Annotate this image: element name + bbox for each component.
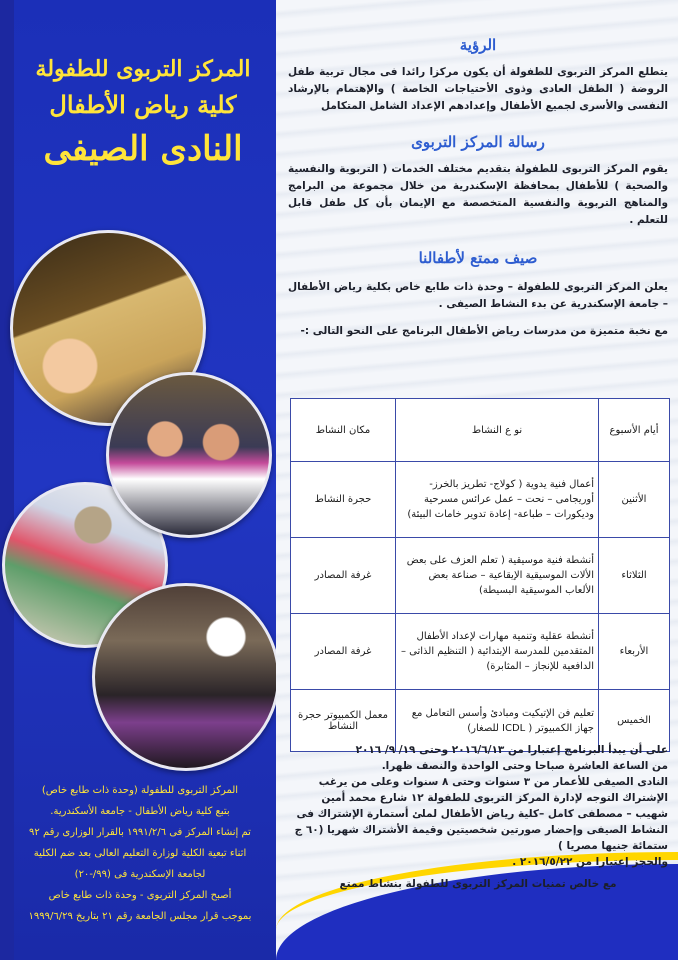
mission-heading: رسالة المركز التربوى [411,133,545,151]
table-header-row [291,399,670,462]
center-info [12,780,268,927]
activity-cell: أعمال فنية يدوية ( كولاج- تطريز بالخرز- أوريجامى – نحت – عمل عرائس مسرحية وديكورات – طباعة- إعادة تدوير خامات البيئة) [396,462,599,538]
details-line: من الساعة العاشرة صباحا وحتى الواحدة والنصف ظهرا. [381,760,668,772]
photo-music-room [92,583,276,771]
header-activity: نو ع النشاط [396,399,599,462]
title-block [18,52,268,174]
center-info-line: اثناء تبعية الكلية لوزارة التعليم العالى بعد ضم الكلية [33,848,247,859]
summer-text: يعلن المركز التربوى للطفولة – وحدة ذات طابع خاص بكلية رياض الأطفال – جامعة الإسكندرية عن بدء النشاط الصيفى . [288,281,668,310]
mission-text: يقوم المركز التربوى للطفولة بتقديم مختلف الخدمات ( التربوية والنفسية والصحية ) للأطفال بمحافظة الإسكندرية من خلال مجموعة من البرامج والمناهج التربوية والنفسية المتخصصة مع الإيمان بأن كل طفل قابل للتعلم . [288,163,668,226]
closing-wish: مع خالص تمنيات المركز التربوى للطفولة بنشاط ممتع [339,878,617,890]
left-panel [0,0,276,960]
day-cell: الأربعاء [599,614,670,690]
table-row [291,462,670,538]
center-info-line: بموجب قرار مجلس الجامعة رقم ٢١ بتاريخ ١٩٩٩/٦/٢٩ [28,911,252,922]
schedule-table [290,398,670,752]
activity-cell: أنشطة عقلية وتنمية مهارات لإعداد الأطفال المتقدمين للمدرسة الإبتدائية ( التنظيم الذاتى – الدافعية للإنجاز – المثابرة) [396,614,599,690]
details-line: والحجز إعتبارا من ٢٠١٦/٥/٢٢ . [512,856,668,868]
vision-text: يتطلع المركز التربوى للطفولة أن يكون مركزا رائدا فى مجال تربية طفل الروضة ( الطفل العادى وذوى الأحتياجات الخاصة ) والإهتمام بالإرشاد النفسى والأسرى لجميع الأطفال وإعدادهم الإعداد الشامل المتكامل [288,66,668,112]
table-row [291,614,670,690]
center-info-line: تم إنشاء المركز فى ١٩٩١/٢/٦ بالقرار الوزارى رقم ٩٢ [29,827,251,838]
place-cell: حجرة النشاط [291,462,396,538]
summer-heading: صيف ممتع لأطفالنا [418,249,538,267]
program-intro: مع نخبة متميزة من مدرسات رياض الأطفال البرنامج على النحو التالى :- [300,325,668,337]
table-row [291,538,670,614]
center-info-line: المركز التربوى للطفولة (وحدة ذات طابع خاص) [41,785,239,796]
place-cell: غرفة المصادر [291,538,396,614]
main-content [288,30,668,340]
details-line: على أن يبدأ البرنامج إعتبارا من ٢٠١٦/٦/١٣ وحتى ١٩/ ٩/ ٢٠١٦ [355,744,668,756]
center-info-line: بتبع كلية رياض الأطفال - جامعة الأسكندرية. [50,806,230,817]
activity-cell: أنشطة فنية موسيقية ( تعلم العزف على بعض الألات الموسيقية الإيقاعية – صناعة بعض الألعاب الموسيقية البسيطة) [396,538,599,614]
title-line-1: المركز التربوى للطفولة [35,56,251,82]
center-info-line: أصبح المركز التربوى - وحدة ذات طابع خاص [48,890,232,901]
title-line-3: النادى الصيفى [43,129,243,169]
title-line-2: كلية رياض الأطفال [49,90,237,119]
header-place: مكان النشاط [291,399,396,462]
details-line: النادى الصيفى للأعمار من ٣ سنوات وحتى ٨ سنوات وعلى من يرغب الإشتراك التوجه لإدارة المركز التربوى للطفولة ١٢ شارع محمد أمين شهيب – مصطفى كامل –كلية رياض الأطفال لملئ أستمارة الإشتراك فى النشاط الصيفى وإحضار صورتين شخصيتين وقيمة الأشتراك شهريا (٦٠ ج ستمائة جنيها مصريا ) [294,776,668,852]
vision-heading: الرؤية [459,36,497,54]
day-cell: الثلاثاء [599,538,670,614]
center-info-line: لجامعة الإسكندرية فى (٩٩/-٢٠) [74,869,206,880]
photo-two-girls [106,372,272,538]
place-cell: معمل الكمبيوتر حجرة النشاط [291,690,396,752]
day-cell: الأثنين [599,462,670,538]
activity-cell: تعليم فن الإتيكيت ومبادئ وأسس التعامل مع جهاز الكمبيوتر ( ICDL للصغار) [396,690,599,752]
header-day: أيام الأسبوع [599,399,670,462]
program-details [288,742,668,892]
day-cell: الخميس [599,690,670,752]
place-cell: غرفة المصادر [291,614,396,690]
